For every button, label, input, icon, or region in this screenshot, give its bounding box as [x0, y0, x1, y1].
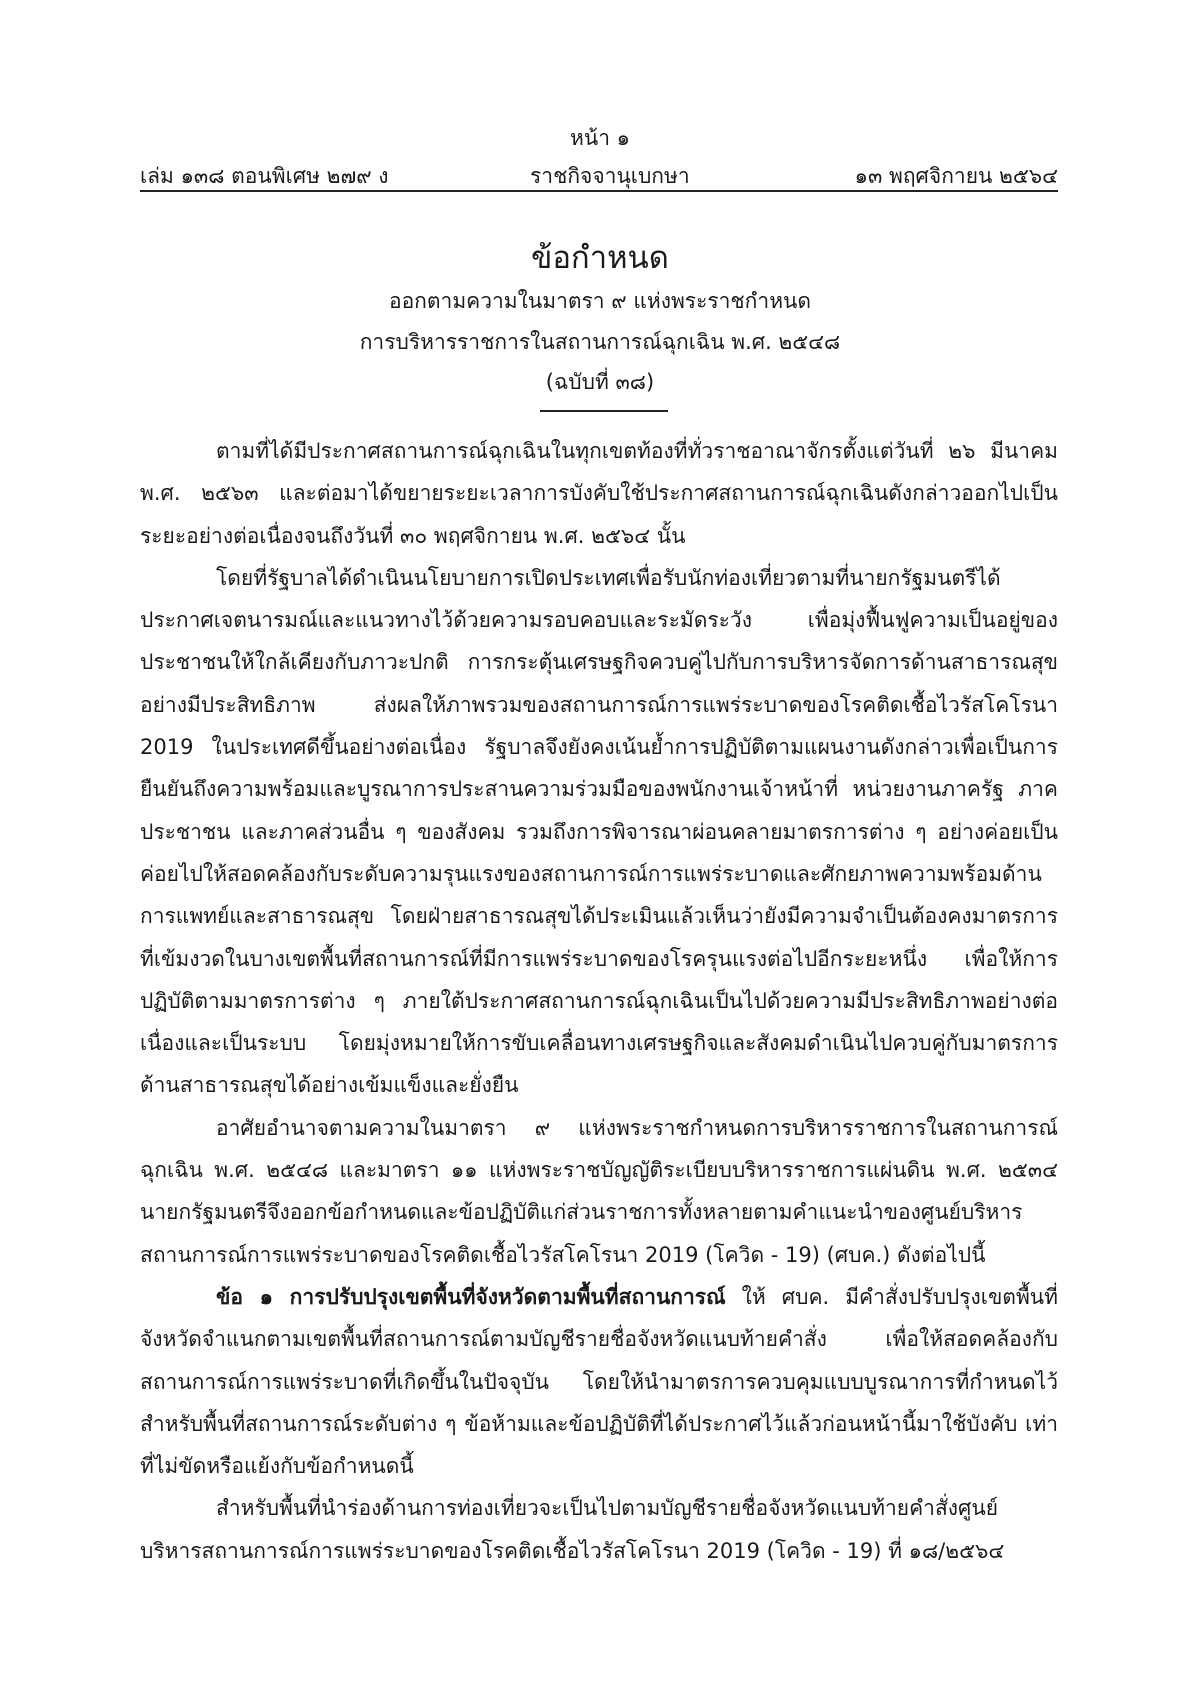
- issue-info: เล่ม ๑๓๘ ตอนพิเศษ ๒๗๙ ง: [140, 164, 389, 188]
- gazette-header: [140, 160, 1058, 192]
- paragraph-pilot-areas: สำหรับพื้นที่นำร่องด้านการท่องเที่ยวจะเป็นไปตามบัญชีรายชื่อจังหวัดแนบท้ายคำสั่งศูนย์บริหารสถานการณ์การแพร่ระบาดของโรคติดเชื้อไวรัสโคโรนา 2019 (โควิด - 19) ที่ ๑๘/๒๕๖๔: [140, 1496, 1005, 1563]
- document-body: [140, 430, 1058, 1572]
- paragraph-clause-1: [140, 1276, 1058, 1487]
- document-subtitle-line3: (ฉบับที่ ๓๘): [545, 370, 655, 394]
- paragraph-preamble: ตามที่ได้มีประกาศสถานการณ์ฉุกเฉินในทุกเขตท้องที่ทั่วราชอาณาจักรตั้งแต่วันที่ ๒๖ มีนาคม พ.ศ. ๒๕๖๓ และต่อมาได้ขยายระยะเวลาการบังคับใช้ประกาศสถานการณ์ฉุกเฉินดังกล่าวออกไปเป็นระยะอย่างต่อเนื่องจนถึงวันที่ ๓๐ พฤศจิกายน พ.ศ. ๒๕๖๔ นั้น: [140, 439, 1058, 548]
- publication-date: ๑๓ พฤศจิกายน ๒๕๖๔: [854, 164, 1058, 188]
- document-title: ข้อกำหนด: [531, 240, 669, 276]
- page-number: หน้า ๑: [570, 126, 630, 150]
- clause-1-heading: ข้อ ๑ การปรับปรุงเขตพื้นที่จังหวัดตามพื้นที่สถานการณ์: [216, 1284, 726, 1309]
- paragraph-rationale: โดยที่รัฐบาลได้ดำเนินนโยบายการเปิดประเทศเพื่อรับนักท่องเที่ยวตามที่นายกรัฐมนตรีได้ประกาศเจตนารมณ์และแนวทางไว้ด้วยความรอบคอบและระมัดระวัง เพื่อมุ่งฟื้นฟูความเป็นอยู่ของประชาชนให้ใกล้เคียงกับภาวะปกติ การกระตุ้นเศรษฐกิจควบคู่ไปกับการบริหารจัดการด้านสาธารณสุขอย่างมีประสิทธิภาพ ส่งผลให้ภาพรวมของสถานการณ์การแพร่ระบาดของโรคติดเชื้อไวรัสโคโรนา 2019 ในประเทศดีขึ้นอย่างต่อเนื่อง รัฐบาลจึงยังคงเน้นย้ำการปฏิบัติตามแผนงานดังกล่าวเพื่อเป็นการยืนยันถึงความพร้อมและบูรณาการประสานความร่วมมือของพนักงานเจ้าหน้าที่ หน่วยงานภาครัฐ ภาคประชาชน และภาคส่วนอื่น ๆ ของสังคม รวมถึงการพิจารณาผ่อนคลายมาตรการต่าง ๆ อย่างค่อยเป็นค่อยไปให้สอดคล้องกับระดับความรุนแรงของสถานการณ์การแพร่ระบาดและศักยภาพความพร้อมด้านการแพทย์และสาธารณสุข โดยฝ่ายสาธารณสุขได้ประเมินแล้วเห็นว่ายังมีความจำเป็นต้องคงมาตรการที่เข้มงวดในบางเขตพื้นที่สถานการณ์ที่มีการแพร่ระบาดของโรครุนแรงต่อไปอีกระยะหนึ่ง เพื่อให้การปฏิบัติตามมาตรการต่าง ๆ ภายใต้ประกาศสถานการณ์ฉุกเฉินเป็นไปด้วยความมีประสิทธิภาพอย่างต่อเนื่องและเป็นระบบ โดยมุ่งหมายให้การขับเคลื่อนทางเศรษฐกิจและสังคมดำเนินไปควบคู่กับมาตรการด้านสาธารณสุขได้อย่างเข้มแข็งและยั่งยืน: [140, 565, 1058, 1098]
- title-divider: [540, 410, 668, 412]
- clause-1-text: ให้ ศบค. มีคำสั่งปรับปรุงเขตพื้นที่จังหวัดจำแนกตามเขตพื้นที่สถานการณ์ตามบัญชีรายชื่อจังหวัดแนบท้ายคำสั่ง เพื่อให้สอดคล้องกับสถานการณ์การแพร่ระบาดที่เกิดขึ้นในปัจจุบัน โดยให้นำมาตรการควบคุมแบบบูรณาการที่กำหนดไว้สำหรับพื้นที่สถานการณ์ระดับต่าง ๆ ข้อห้ามและข้อปฏิบัติที่ได้ประกาศไว้แล้วก่อนหน้านี้มาใช้บังคับ เท่าที่ไม่ขัดหรือแย้งกับข้อกำหนดนี้: [140, 1284, 1058, 1479]
- document-subtitle-line2: การบริหารราชการในสถานการณ์ฉุกเฉิน พ.ศ. ๒๕๔๘: [359, 330, 841, 354]
- paragraph-authority: อาศัยอำนาจตามความในมาตรา ๙ แห่งพระราชกำหนดการบริหารราชการในสถานการณ์ฉุกเฉิน พ.ศ. ๒๕๔๘ และมาตรา ๑๑ แห่งพระราชบัญญัติระเบียบบริหารราชการแผ่นดิน พ.ศ. ๒๕๓๔ นายกรัฐมนตรีจึงออกข้อกำหนดและข้อปฏิบัติแก่ส่วนราชการทั้งหลายตามคำแนะนำของศูนย์บริหารสถานการณ์การแพร่ระบาดของโรคติดเชื้อไวรัสโคโรนา 2019 (โควิด - 19) (ศบค.) ดังต่อไปนี้: [140, 1115, 1058, 1267]
- document-subtitle-line1: ออกตามความในมาตรา ๙ แห่งพระราชกำหนด: [388, 289, 812, 313]
- gazette-name: ราชกิจจานุเบกษา: [530, 164, 690, 188]
